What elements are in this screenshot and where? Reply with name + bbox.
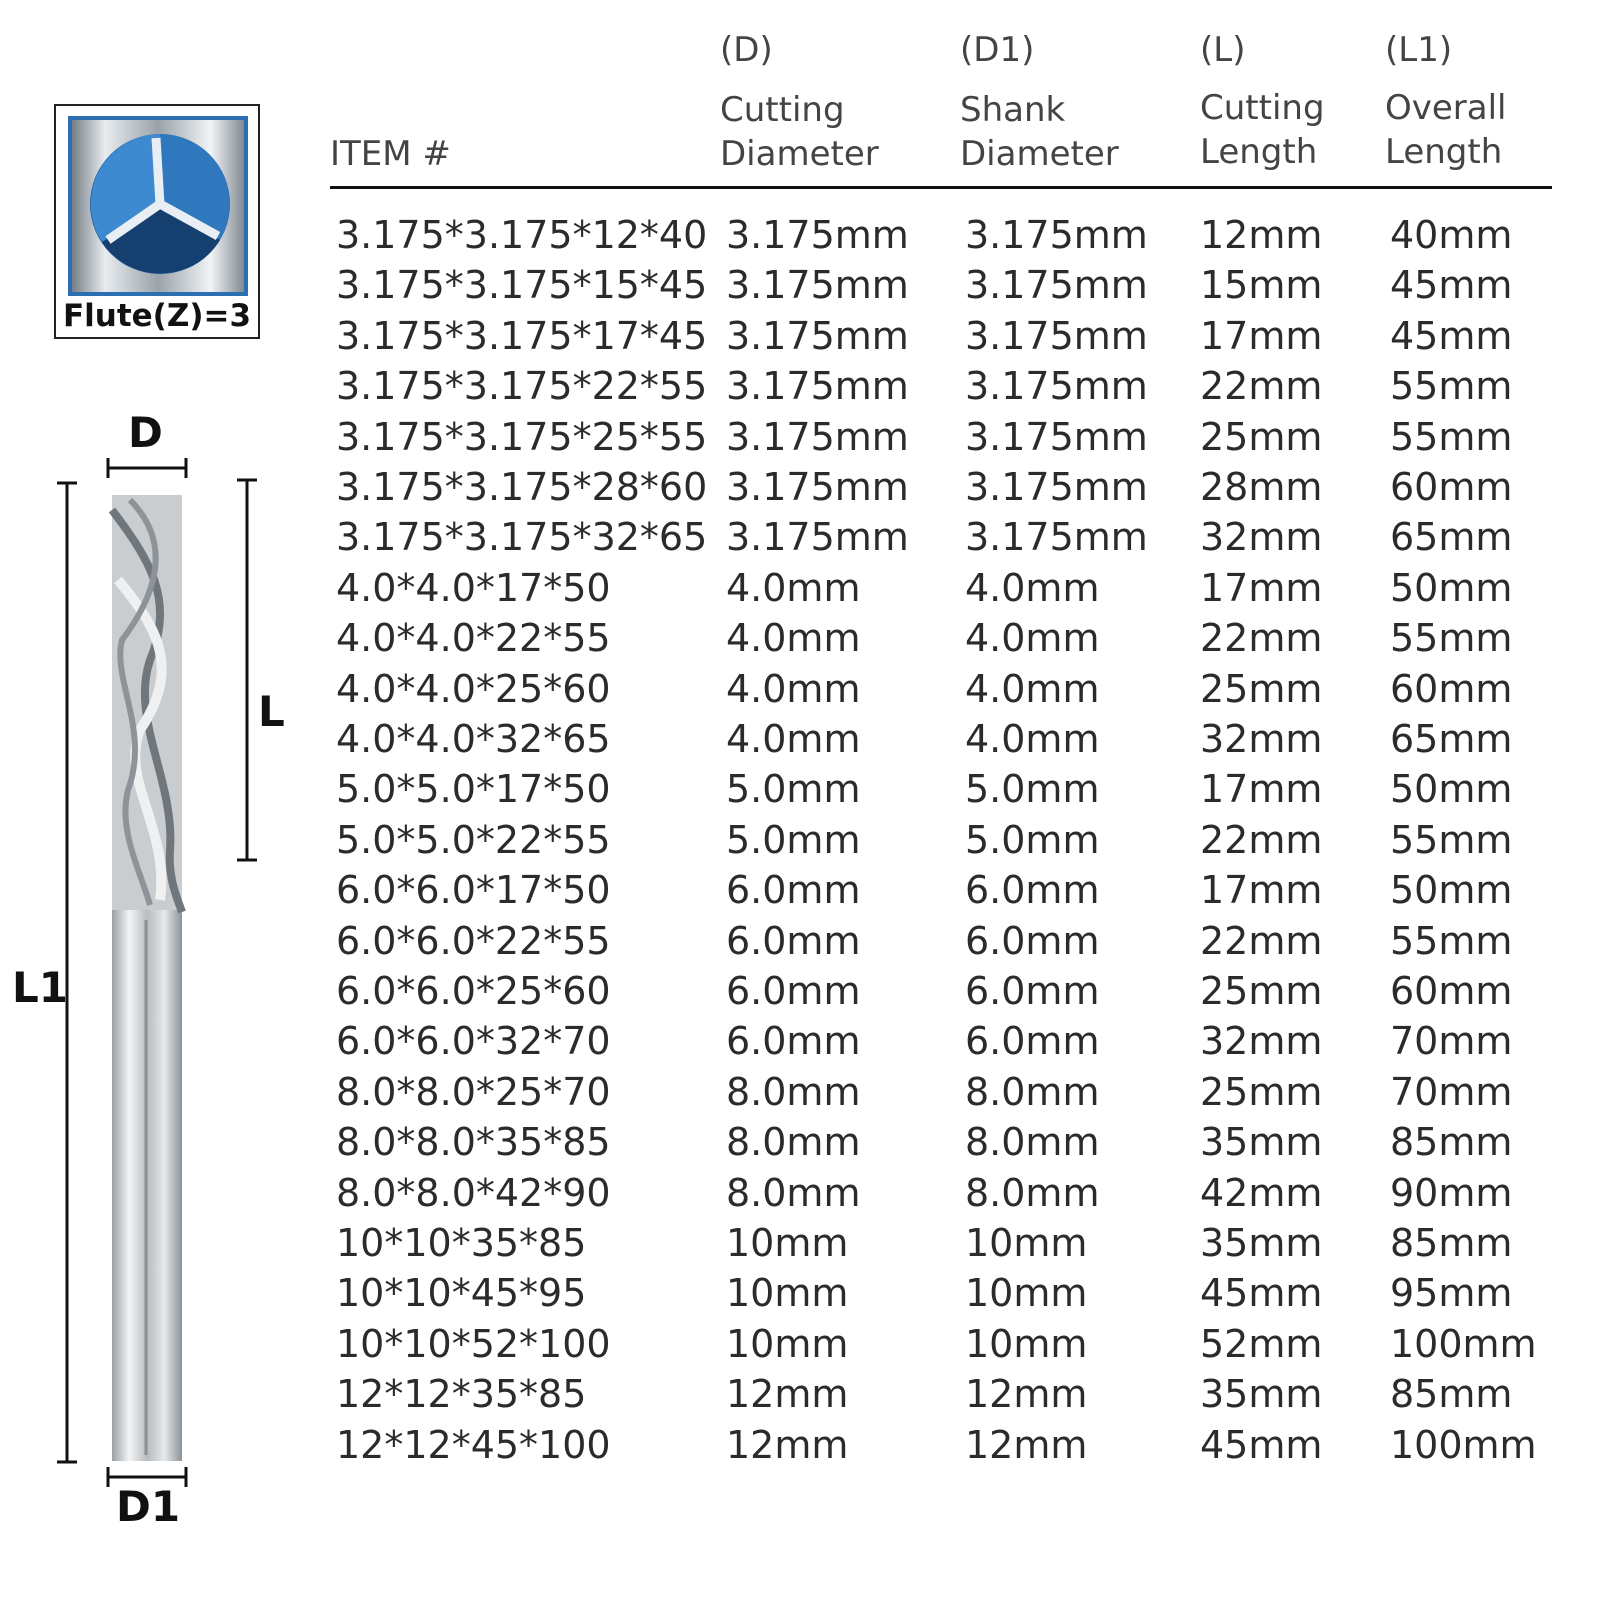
overall-length-cell: 70mm (1390, 1069, 1513, 1114)
overall-length-cell: 100mm (1390, 1422, 1537, 1467)
shank-diameter-cell: 4.0mm (965, 616, 1100, 661)
item-cell: 3.175*3.175*28*60 (336, 465, 708, 509)
item-cell: 4.0*4.0*25*60 (336, 666, 611, 711)
cutting-diameter-cell: 6.0mm (726, 1019, 861, 1064)
item-cell: 12*12*35*85 (336, 1372, 587, 1417)
item-cell: 6.0*6.0*22*55 (336, 918, 611, 963)
overall-length-cell: 55mm (1390, 817, 1513, 862)
shank-diameter-cell: 3.175mm (965, 364, 1148, 409)
table-row (0, 515, 1600, 565)
cutting-length-cell: 32mm (1200, 1019, 1323, 1064)
header-d1-line2: Diameter (960, 134, 1119, 174)
item-cell: 10*10*52*100 (336, 1321, 611, 1366)
cutting-diameter-cell: 10mm (726, 1271, 849, 1316)
cutting-length-cell: 17mm (1200, 868, 1323, 913)
shank-diameter-cell: 3.175mm (965, 465, 1148, 509)
cutting-diameter-cell: 5.0mm (726, 767, 861, 812)
shank-diameter-cell: 3.175mm (965, 213, 1148, 257)
cutting-diameter-cell: 12mm (726, 1422, 849, 1467)
cutting-diameter-cell: 10mm (726, 1321, 849, 1366)
table-row (0, 314, 1600, 364)
cutting-length-cell: 52mm (1200, 1321, 1323, 1366)
overall-length-cell: 50mm (1390, 868, 1513, 913)
header-l-line2: Length (1200, 132, 1318, 172)
label-l: L (258, 687, 285, 736)
label-d1: D1 (116, 1482, 181, 1531)
label-l1: L1 (12, 963, 68, 1012)
header-d1-line1: Shank (960, 90, 1066, 130)
overall-length-cell: 40mm (1390, 213, 1513, 257)
shank-diameter-cell: 3.175mm (965, 313, 1148, 358)
cutting-length-cell: 35mm (1200, 1221, 1323, 1265)
table-row (0, 1221, 1600, 1271)
overall-length-cell: 55mm (1390, 918, 1513, 963)
item-cell: 4.0*4.0*32*65 (336, 717, 611, 761)
item-cell: 3.175*3.175*15*45 (336, 263, 708, 308)
table-row (0, 263, 1600, 313)
item-cell: 8.0*8.0*42*90 (336, 1170, 611, 1215)
table-row (0, 1171, 1600, 1221)
table-row (0, 868, 1600, 918)
overall-length-cell: 55mm (1390, 616, 1513, 661)
table-row (0, 667, 1600, 717)
overall-length-cell: 65mm (1390, 515, 1513, 560)
table-row (0, 1322, 1600, 1372)
cutting-diameter-cell: 12mm (726, 1372, 849, 1417)
overall-length-cell: 45mm (1390, 313, 1513, 358)
flute-label: Flute(Z)=3 (62, 298, 252, 334)
cutting-length-cell: 28mm (1200, 465, 1323, 509)
cutting-length-cell: 22mm (1200, 918, 1323, 963)
cutting-length-cell: 15mm (1200, 263, 1323, 308)
shank-diameter-cell: 6.0mm (965, 868, 1100, 913)
header-item: ITEM # (330, 134, 451, 174)
header-l1-line2: Length (1385, 132, 1503, 172)
overall-length-cell: 50mm (1390, 767, 1513, 812)
table-row (0, 818, 1600, 868)
table-row (0, 364, 1600, 414)
shank-diameter-cell: 8.0mm (965, 1120, 1100, 1165)
cutting-length-cell: 25mm (1200, 414, 1323, 459)
cutting-diameter-cell: 4.0mm (726, 666, 861, 711)
cutting-length-cell: 42mm (1200, 1170, 1323, 1215)
cutting-length-cell: 45mm (1200, 1271, 1323, 1316)
cutting-diameter-cell: 3.175mm (726, 364, 909, 409)
overall-length-cell: 65mm (1390, 717, 1513, 761)
cutting-diameter-cell: 6.0mm (726, 868, 861, 913)
table-row (0, 969, 1600, 1019)
overall-length-cell: 60mm (1390, 666, 1513, 711)
item-cell: 5.0*5.0*22*55 (336, 817, 611, 862)
table-row (0, 616, 1600, 666)
item-cell: 4.0*4.0*22*55 (336, 616, 611, 661)
shank-diameter-cell: 5.0mm (965, 767, 1100, 812)
overall-length-cell: 85mm (1390, 1372, 1513, 1417)
shank-diameter-cell: 8.0mm (965, 1170, 1100, 1215)
shank-diameter-cell: 3.175mm (965, 414, 1148, 459)
item-cell: 5.0*5.0*17*50 (336, 767, 611, 812)
header-d-line2: Diameter (720, 134, 879, 174)
item-cell: 3.175*3.175*32*65 (336, 515, 708, 560)
cutting-length-cell: 32mm (1200, 717, 1323, 761)
item-cell: 10*10*45*95 (336, 1271, 587, 1316)
shank-diameter-cell: 6.0mm (965, 1019, 1100, 1064)
table-row (0, 1271, 1600, 1321)
overall-length-cell: 100mm (1390, 1321, 1537, 1366)
shank-diameter-cell: 10mm (965, 1321, 1088, 1366)
item-cell: 8.0*8.0*25*70 (336, 1069, 611, 1114)
cutting-length-cell: 25mm (1200, 666, 1323, 711)
cutting-diameter-cell: 3.175mm (726, 515, 909, 560)
label-d: D (128, 408, 163, 457)
table-row (0, 717, 1600, 767)
cutting-diameter-cell: 8.0mm (726, 1170, 861, 1215)
item-cell: 4.0*4.0*17*50 (336, 565, 611, 610)
cutting-length-cell: 17mm (1200, 767, 1323, 812)
cutting-diameter-cell: 10mm (726, 1221, 849, 1265)
cutting-diameter-cell: 8.0mm (726, 1069, 861, 1114)
cutting-length-cell: 45mm (1200, 1422, 1323, 1467)
item-cell: 6.0*6.0*17*50 (336, 868, 611, 913)
item-cell: 6.0*6.0*32*70 (336, 1019, 611, 1064)
overall-length-cell: 45mm (1390, 263, 1513, 308)
header-l1-line1: Overall (1385, 88, 1507, 128)
table-row (0, 1120, 1600, 1170)
header-d1-code: (D1) (960, 30, 1035, 70)
cutting-length-cell: 17mm (1200, 313, 1323, 358)
cutting-diameter-cell: 8.0mm (726, 1120, 861, 1165)
overall-length-cell: 90mm (1390, 1170, 1513, 1215)
overall-length-cell: 70mm (1390, 1019, 1513, 1064)
header-l1-code: (L1) (1385, 30, 1453, 70)
table-row (0, 1372, 1600, 1422)
item-cell: 10*10*35*85 (336, 1221, 587, 1265)
cutting-length-cell: 12mm (1200, 213, 1323, 257)
cutting-diameter-cell: 4.0mm (726, 565, 861, 610)
header-l-code: (L) (1200, 30, 1246, 70)
table-row (0, 767, 1600, 817)
overall-length-cell: 85mm (1390, 1120, 1513, 1165)
cutting-diameter-cell: 3.175mm (726, 263, 909, 308)
header-d-code: (D) (720, 30, 773, 70)
overall-length-cell: 50mm (1390, 565, 1513, 610)
cutting-diameter-cell: 3.175mm (726, 313, 909, 358)
header-divider (330, 186, 1552, 189)
cutting-length-cell: 25mm (1200, 1069, 1323, 1114)
overall-length-cell: 55mm (1390, 364, 1513, 409)
table-row (0, 213, 1600, 263)
cutting-length-cell: 17mm (1200, 565, 1323, 610)
cutting-length-cell: 35mm (1200, 1120, 1323, 1165)
cutting-length-cell: 35mm (1200, 1372, 1323, 1417)
shank-diameter-cell: 12mm (965, 1422, 1088, 1467)
cutting-diameter-cell: 4.0mm (726, 616, 861, 661)
shank-diameter-cell: 4.0mm (965, 717, 1100, 761)
table-row (0, 1423, 1600, 1473)
table-row (0, 919, 1600, 969)
overall-length-cell: 60mm (1390, 465, 1513, 509)
item-cell: 12*12*45*100 (336, 1422, 611, 1467)
table-row (0, 1019, 1600, 1069)
item-cell: 8.0*8.0*35*85 (336, 1120, 611, 1165)
shank-diameter-cell: 3.175mm (965, 515, 1148, 560)
table-row (0, 415, 1600, 465)
cutting-length-cell: 25mm (1200, 969, 1323, 1013)
header-l-line1: Cutting (1200, 88, 1325, 128)
header-d-line1: Cutting (720, 90, 845, 130)
item-cell: 3.175*3.175*12*40 (336, 213, 708, 257)
shank-diameter-cell: 4.0mm (965, 666, 1100, 711)
cutting-length-cell: 22mm (1200, 616, 1323, 661)
overall-length-cell: 55mm (1390, 414, 1513, 459)
cutting-diameter-cell: 3.175mm (726, 465, 909, 509)
cutting-length-cell: 22mm (1200, 364, 1323, 409)
cutting-length-cell: 32mm (1200, 515, 1323, 560)
shank-diameter-cell: 10mm (965, 1271, 1088, 1316)
cutting-diameter-cell: 6.0mm (726, 918, 861, 963)
cutting-diameter-cell: 5.0mm (726, 817, 861, 862)
cutting-diameter-cell: 3.175mm (726, 414, 909, 459)
shank-diameter-cell: 12mm (965, 1372, 1088, 1417)
overall-length-cell: 60mm (1390, 969, 1513, 1013)
shank-diameter-cell: 3.175mm (965, 263, 1148, 308)
cutting-diameter-cell: 3.175mm (726, 213, 909, 257)
overall-length-cell: 85mm (1390, 1221, 1513, 1265)
item-cell: 3.175*3.175*17*45 (336, 313, 708, 358)
shank-diameter-cell: 5.0mm (965, 817, 1100, 862)
shank-diameter-cell: 10mm (965, 1221, 1088, 1265)
overall-length-cell: 95mm (1390, 1271, 1513, 1316)
table-row (0, 465, 1600, 515)
cutting-diameter-cell: 4.0mm (726, 717, 861, 761)
shank-diameter-cell: 8.0mm (965, 1069, 1100, 1114)
item-cell: 3.175*3.175*25*55 (336, 414, 708, 459)
item-cell: 6.0*6.0*25*60 (336, 969, 611, 1013)
shank-diameter-cell: 6.0mm (965, 918, 1100, 963)
table-row (0, 1070, 1600, 1120)
table-row (0, 566, 1600, 616)
item-cell: 3.175*3.175*22*55 (336, 364, 708, 409)
shank-diameter-cell: 6.0mm (965, 969, 1100, 1013)
cutting-length-cell: 22mm (1200, 817, 1323, 862)
cutting-diameter-cell: 6.0mm (726, 969, 861, 1013)
shank-diameter-cell: 4.0mm (965, 565, 1100, 610)
